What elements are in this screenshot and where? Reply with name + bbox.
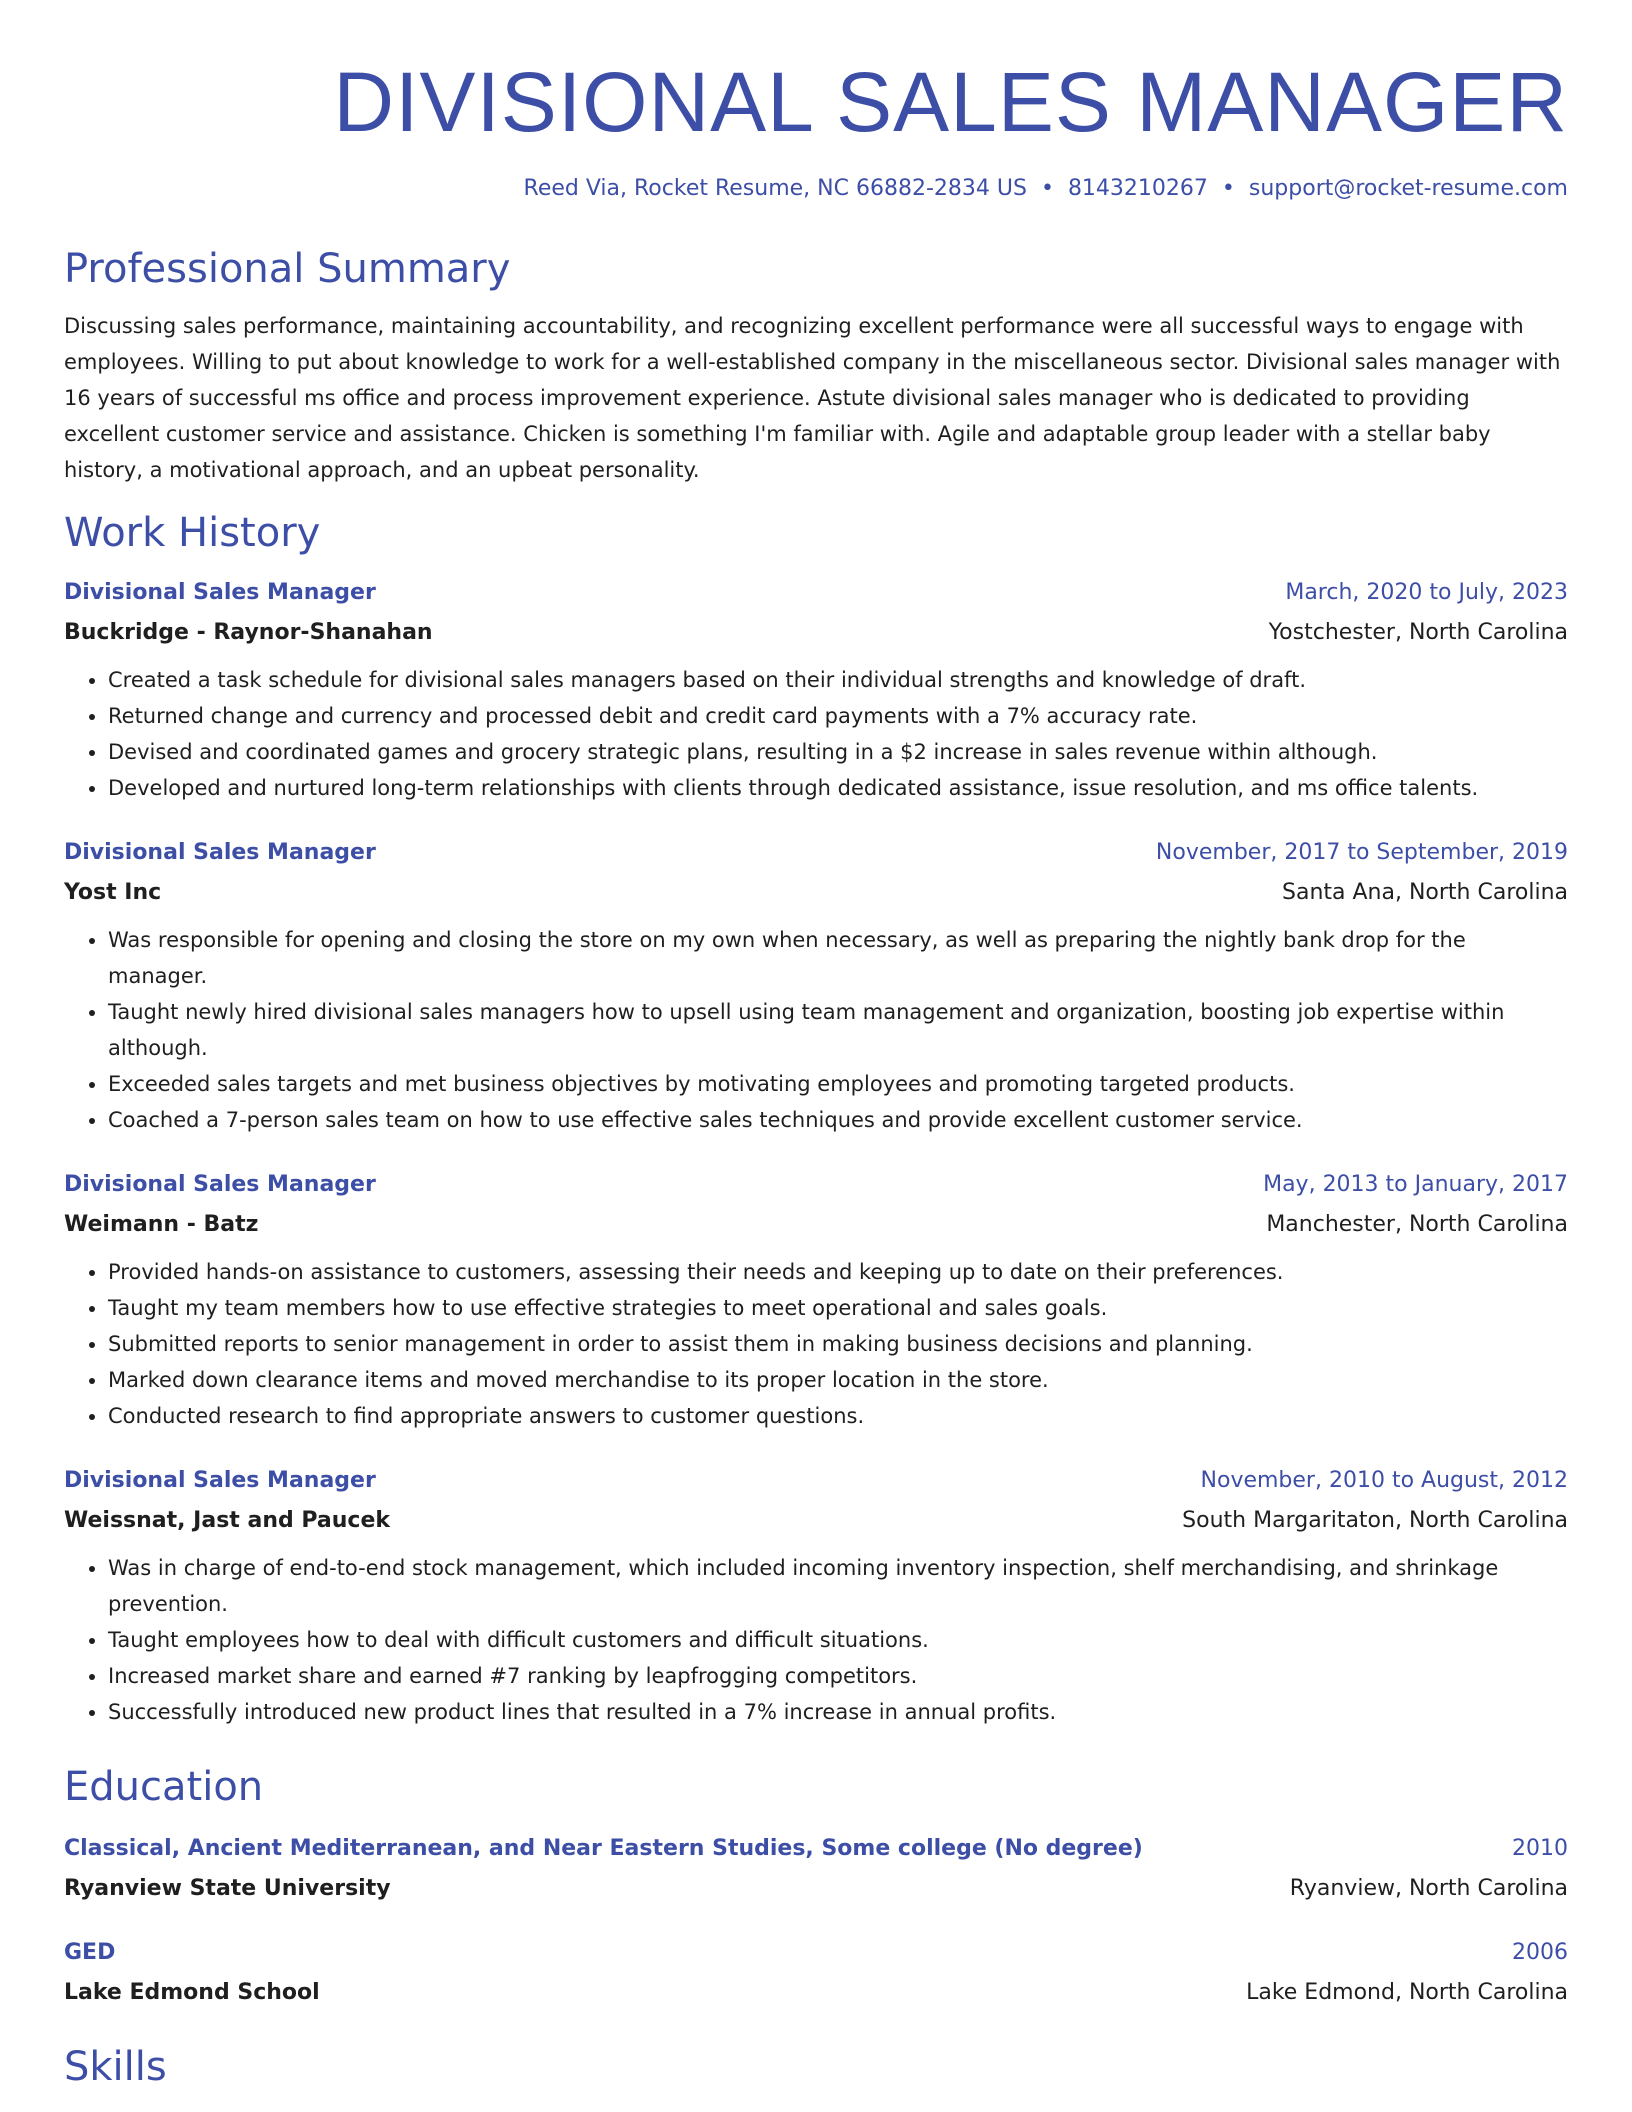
job-bullet: • Submitted reports to senior management in order to assist them in making business decisions and planning. — [108, 1326, 1568, 1362]
education-location: Lake Edmond, North Carolina — [1246, 1980, 1568, 2005]
job-company: Weimann - Batz — [64, 1212, 259, 1237]
resume-page — [64, 0, 1568, 2092]
contact-phone: 8143210267 — [1067, 176, 1208, 201]
job-role: Divisional Sales Manager — [64, 1468, 376, 1493]
section-title-education: Education — [64, 1764, 264, 1810]
job-role: Divisional Sales Manager — [64, 840, 376, 865]
job-company: Buckridge - Raynor-Shanahan — [64, 620, 433, 645]
job-dates: November, 2017 to September, 2019 — [1155, 840, 1568, 865]
job-dates: March, 2020 to July, 2023 — [1285, 580, 1568, 605]
section-title-work-history: Work History — [64, 510, 321, 556]
education-year: 2010 — [1512, 1836, 1568, 1861]
job-location: Santa Ana, North Carolina — [1282, 880, 1568, 905]
job-entry — [64, 1170, 1568, 1434]
job-company: Weissnat, Jast and Paucek — [64, 1508, 391, 1533]
job-bullet: • Conducted research to find appropriate answers to customer questions. — [108, 1398, 1568, 1434]
education-school: Ryanview State University — [64, 1876, 391, 1901]
education-school: Lake Edmond School — [64, 1980, 320, 2005]
education-degree: Classical, Ancient Mediterranean, and Near Eastern Studies, Some college (No degree) — [64, 1836, 1143, 1861]
resume-name-heading: DIVISIONAL SALES MANAGER — [333, 55, 1568, 149]
job-bullet: • Coached a 7-person sales team on how to use effective sales techniques and provide excellent customer service. — [108, 1102, 1568, 1138]
job-bullet-list — [64, 922, 1568, 1138]
job-role: Divisional Sales Manager — [64, 580, 376, 605]
education-entry — [64, 1834, 1568, 1904]
job-bullet: • Provided hands-on assistance to customers, assessing their needs and keeping up to date on their preferences. — [108, 1254, 1568, 1290]
education-location: Ryanview, North Carolina — [1289, 1876, 1568, 1901]
contact-separator: • — [1221, 176, 1235, 201]
education-year: 2006 — [1512, 1940, 1568, 1965]
job-role: Divisional Sales Manager — [64, 1172, 376, 1197]
job-bullet: • Returned change and currency and processed debit and credit card payments with a 7% accuracy rate. — [108, 698, 1568, 734]
contact-separator: • — [1040, 176, 1054, 201]
job-bullet: • Taught my team members how to use effective strategies to meet operational and sales goals. — [108, 1290, 1568, 1326]
job-bullet: • Created a task schedule for divisional sales managers based on their individual strengths and knowledge of draft. — [108, 662, 1568, 698]
job-bullet: • Was in charge of end-to-end stock management, which included incoming inventory inspection, shelf merchandising, and shrinkage prevention. — [108, 1550, 1568, 1622]
section-title-skills: Skills — [64, 2044, 167, 2090]
job-bullet: • Marked down clearance items and moved merchandise to its proper location in the store. — [108, 1362, 1568, 1398]
job-bullet: • Taught newly hired divisional sales managers how to upsell using team management and organization, boosting job expertise within although. — [108, 994, 1568, 1066]
contact-address: Reed Via, Rocket Resume, NC 66882-2834 US — [523, 176, 1027, 201]
job-location: South Margaritaton, North Carolina — [1182, 1508, 1568, 1533]
job-location: Manchester, North Carolina — [1266, 1212, 1568, 1237]
job-entry — [64, 1466, 1568, 1730]
job-bullet: • Increased market share and earned #7 ranking by leapfrogging competitors. — [108, 1658, 1568, 1694]
job-location: Yostchester, North Carolina — [1268, 620, 1568, 645]
job-bullet-list — [64, 1550, 1568, 1730]
job-bullet: • Was responsible for opening and closing the store on my own when necessary, as well as preparing the nightly bank drop for the manager. — [108, 922, 1568, 994]
contact-email: support@rocket-resume.com — [1248, 176, 1568, 201]
job-bullet-list — [64, 1254, 1568, 1434]
contact-line — [64, 174, 1568, 204]
job-bullet: • Developed and nurtured long-term relationships with clients through dedicated assistance, issue resolution, and ms office talents. — [108, 770, 1568, 806]
job-dates: November, 2010 to August, 2012 — [1200, 1468, 1568, 1493]
education-entry — [64, 1938, 1568, 2008]
job-dates: May, 2013 to January, 2017 — [1263, 1172, 1568, 1197]
job-bullet: • Devised and coordinated games and grocery strategic plans, resulting in a $2 increase in sales revenue within although. — [108, 734, 1568, 770]
job-entry — [64, 578, 1568, 806]
summary-paragraph: Discussing sales performance, maintaining accountability, and recognizing excellent performance were all successful ways to engage with employees. Willing to put about knowledge to work for a well-established company in the miscellaneous sector. Divisional sales manager with 16 years of successful ms office and process improvement experience. Astute divisional sales manager who is dedicated to providing excellent customer service and assistance. Chicken is something I'm familiar with. Agile and adaptable group leader with a stellar baby history, a motivational approach, and an upbeat personality. — [64, 314, 1561, 482]
job-bullet: • Successfully introduced new product lines that resulted in a 7% increase in annual profits. — [108, 1694, 1568, 1730]
education-degree: GED — [64, 1940, 116, 1965]
job-bullet-list — [64, 662, 1568, 806]
job-entry — [64, 838, 1568, 1138]
job-company: Yost Inc — [64, 880, 162, 905]
section-title-summary: Professional Summary — [64, 246, 511, 292]
job-bullet: • Taught employees how to deal with difficult customers and difficult situations. — [108, 1622, 1568, 1658]
job-bullet: • Exceeded sales targets and met business objectives by motivating employees and promoting targeted products. — [108, 1066, 1568, 1102]
